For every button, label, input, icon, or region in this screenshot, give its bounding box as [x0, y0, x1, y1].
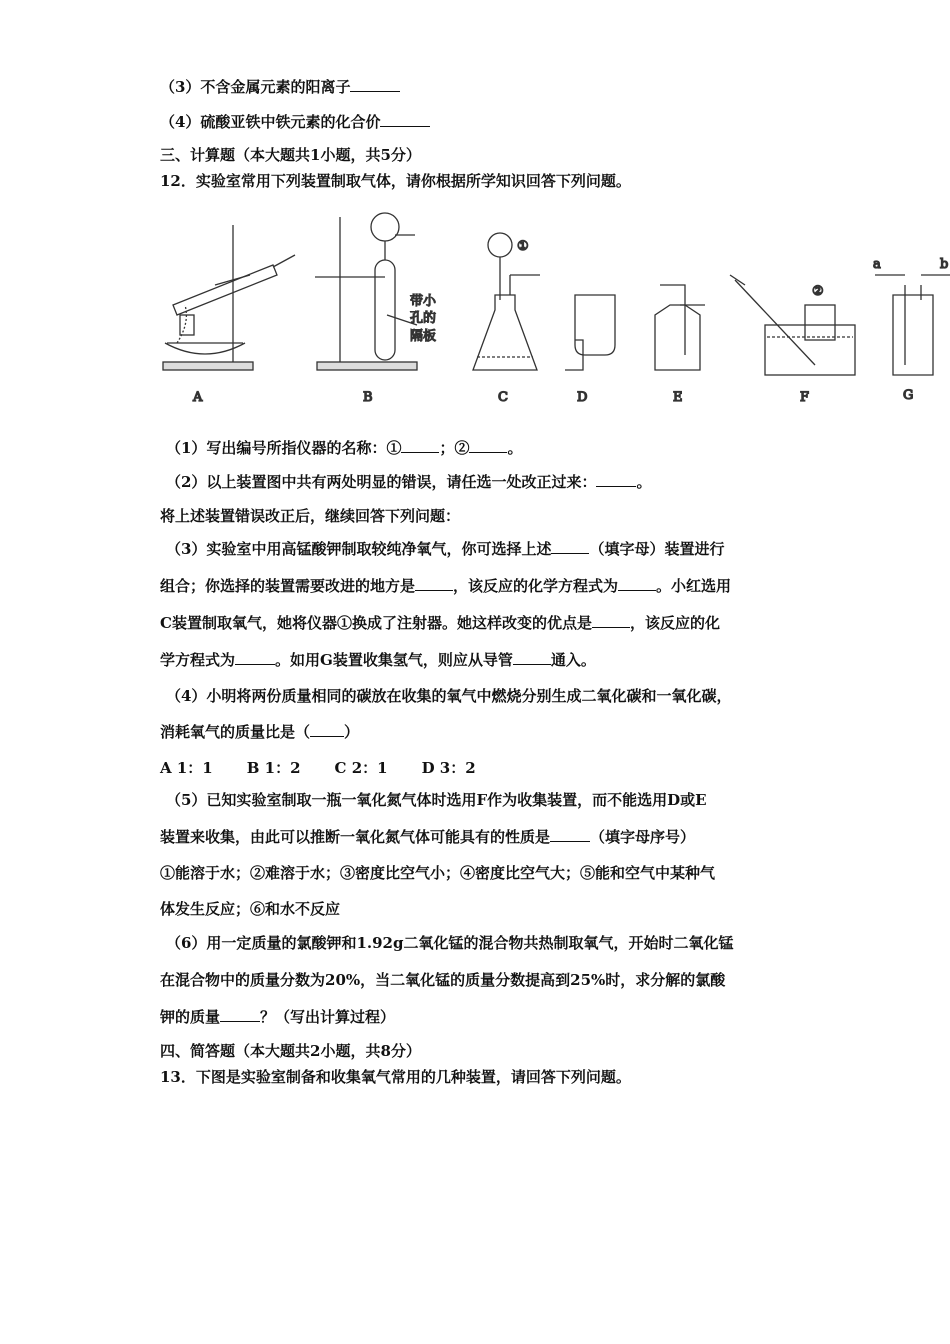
answer-blank[interactable] [550, 827, 590, 842]
apparatus-e [655, 285, 705, 370]
answer-blank[interactable] [380, 112, 430, 127]
line-q3: （3）不含金属元素的阳离子 [160, 77, 400, 97]
section-4-heading: 四、简答题（本大题共2小题，共8分） [160, 1042, 421, 1060]
answer-blank[interactable] [618, 576, 656, 591]
option-d[interactable]: D 3：2 [421, 759, 476, 777]
part-4-options [160, 758, 510, 778]
part-6-line1: （6）用一定质量的氯酸钾和1.92g二氧化锰的混合物共热制取氧气，开始时二氧化锰 [166, 934, 734, 952]
part-2: （2）以上装置图中共有两处明显的错误，请任选一处改正过来： 。 [166, 473, 652, 491]
part-5-line2: 装置来收集，由此可以推断一氧化氮气体可能具有的性质是 （填字母序号） [160, 828, 696, 846]
mark-2: ② [812, 284, 824, 299]
answer-blank[interactable] [235, 650, 275, 665]
figure-label-c: C [498, 390, 508, 405]
part-3-line4: 学方程式为 。如用G装置收集氢气，则应从导管 通入。 [160, 651, 596, 669]
apparatus-figure [155, 205, 950, 415]
question-13: 13．下图是实验室制备和收集氧气常用的几种装置，请回答下列问题。 [160, 1068, 631, 1086]
section-3-heading: 三、计算题（本大题共1小题，共5分） [160, 146, 421, 164]
figure-label-f: F [800, 390, 810, 405]
apparatus-c [473, 233, 540, 370]
apparatus-a [163, 225, 295, 370]
apparatus-diagram [155, 205, 950, 415]
apparatus-f [730, 275, 855, 375]
figure-label-b: B [363, 390, 373, 405]
figure-label-g: G [903, 388, 914, 403]
figure-label-d: D [577, 390, 588, 405]
part-3-line2: 组合；你选择的装置需要改进的地方是 ，该反应的化学方程式为 。小红选用 [160, 577, 732, 595]
figure-label-e: E [673, 390, 683, 405]
port-a: a [873, 257, 881, 272]
part-4-line2: 消耗氧气的质量比是（ ） [160, 723, 360, 741]
answer-blank[interactable] [592, 613, 630, 628]
answer-blank[interactable] [220, 1007, 260, 1022]
question-12: 12．实验室常用下列装置制取气体，请你根据所学知识回答下列问题。 [160, 172, 631, 190]
option-b[interactable]: B 1：2 [246, 759, 301, 777]
part-6-line2: 在混合物中的质量分数为20%，当二氧化锰的质量分数提高到25%时，求分解的氯酸 [160, 971, 726, 989]
answer-blank[interactable] [350, 77, 400, 92]
option-a[interactable]: A 1：1 [160, 759, 213, 777]
figure-note-line3: 隔板 [410, 329, 437, 344]
answer-blank[interactable] [310, 722, 344, 737]
line-q4: （4）硫酸亚铁中铁元素的化合价 [160, 112, 430, 132]
answer-blank[interactable] [596, 472, 636, 487]
part-5-line4: 体发生反应；⑥和水不反应 [160, 900, 341, 918]
apparatus-d [565, 295, 615, 370]
answer-blank[interactable] [513, 650, 551, 665]
port-b: b [940, 257, 949, 272]
part-4-line1: （4）小明将两份质量相同的碳放在收集的氧气中燃烧分别生成二氧化碳和一氧化碳， [166, 687, 732, 705]
mark-1: ① [517, 239, 529, 254]
part-6-line3: 钾的质量 ？（写出计算过程） [160, 1008, 396, 1026]
answer-blank[interactable] [469, 438, 507, 453]
figure-note-line2: 孔的 [410, 311, 437, 326]
part-2-continue: 将上述装置错误改正后，继续回答下列问题： [160, 507, 461, 525]
answer-blank[interactable] [401, 438, 439, 453]
apparatus-b [315, 213, 417, 370]
answer-blank[interactable] [415, 576, 453, 591]
figure-note-line1: 带小 [410, 294, 437, 309]
answer-blank[interactable] [551, 539, 589, 554]
part-5-line1: （5）已知实验室制取一瓶一氧化氮气体时选用F作为收集装置，而不能选用D或E [166, 791, 707, 809]
part-3-line1: （3）实验室中用高锰酸钾制取较纯净氧气，你可选择上述 （填字母）装置进行 [166, 540, 725, 558]
option-c[interactable]: C 2：1 [334, 759, 388, 777]
apparatus-g [875, 275, 950, 375]
part-5-line3: ①能溶于水；②难溶于水；③密度比空气小；④密度比空气大；⑤能和空气中某种气 [160, 864, 716, 882]
figure-label-a: A [193, 390, 203, 405]
part-3-line3: C装置制取氧气，她将仪器①换成了注射器。她这样改变的优点是 ，该反应的化 [160, 614, 720, 632]
part-1: （1）写出编号所指仪器的名称：① ；② 。 [166, 439, 523, 457]
